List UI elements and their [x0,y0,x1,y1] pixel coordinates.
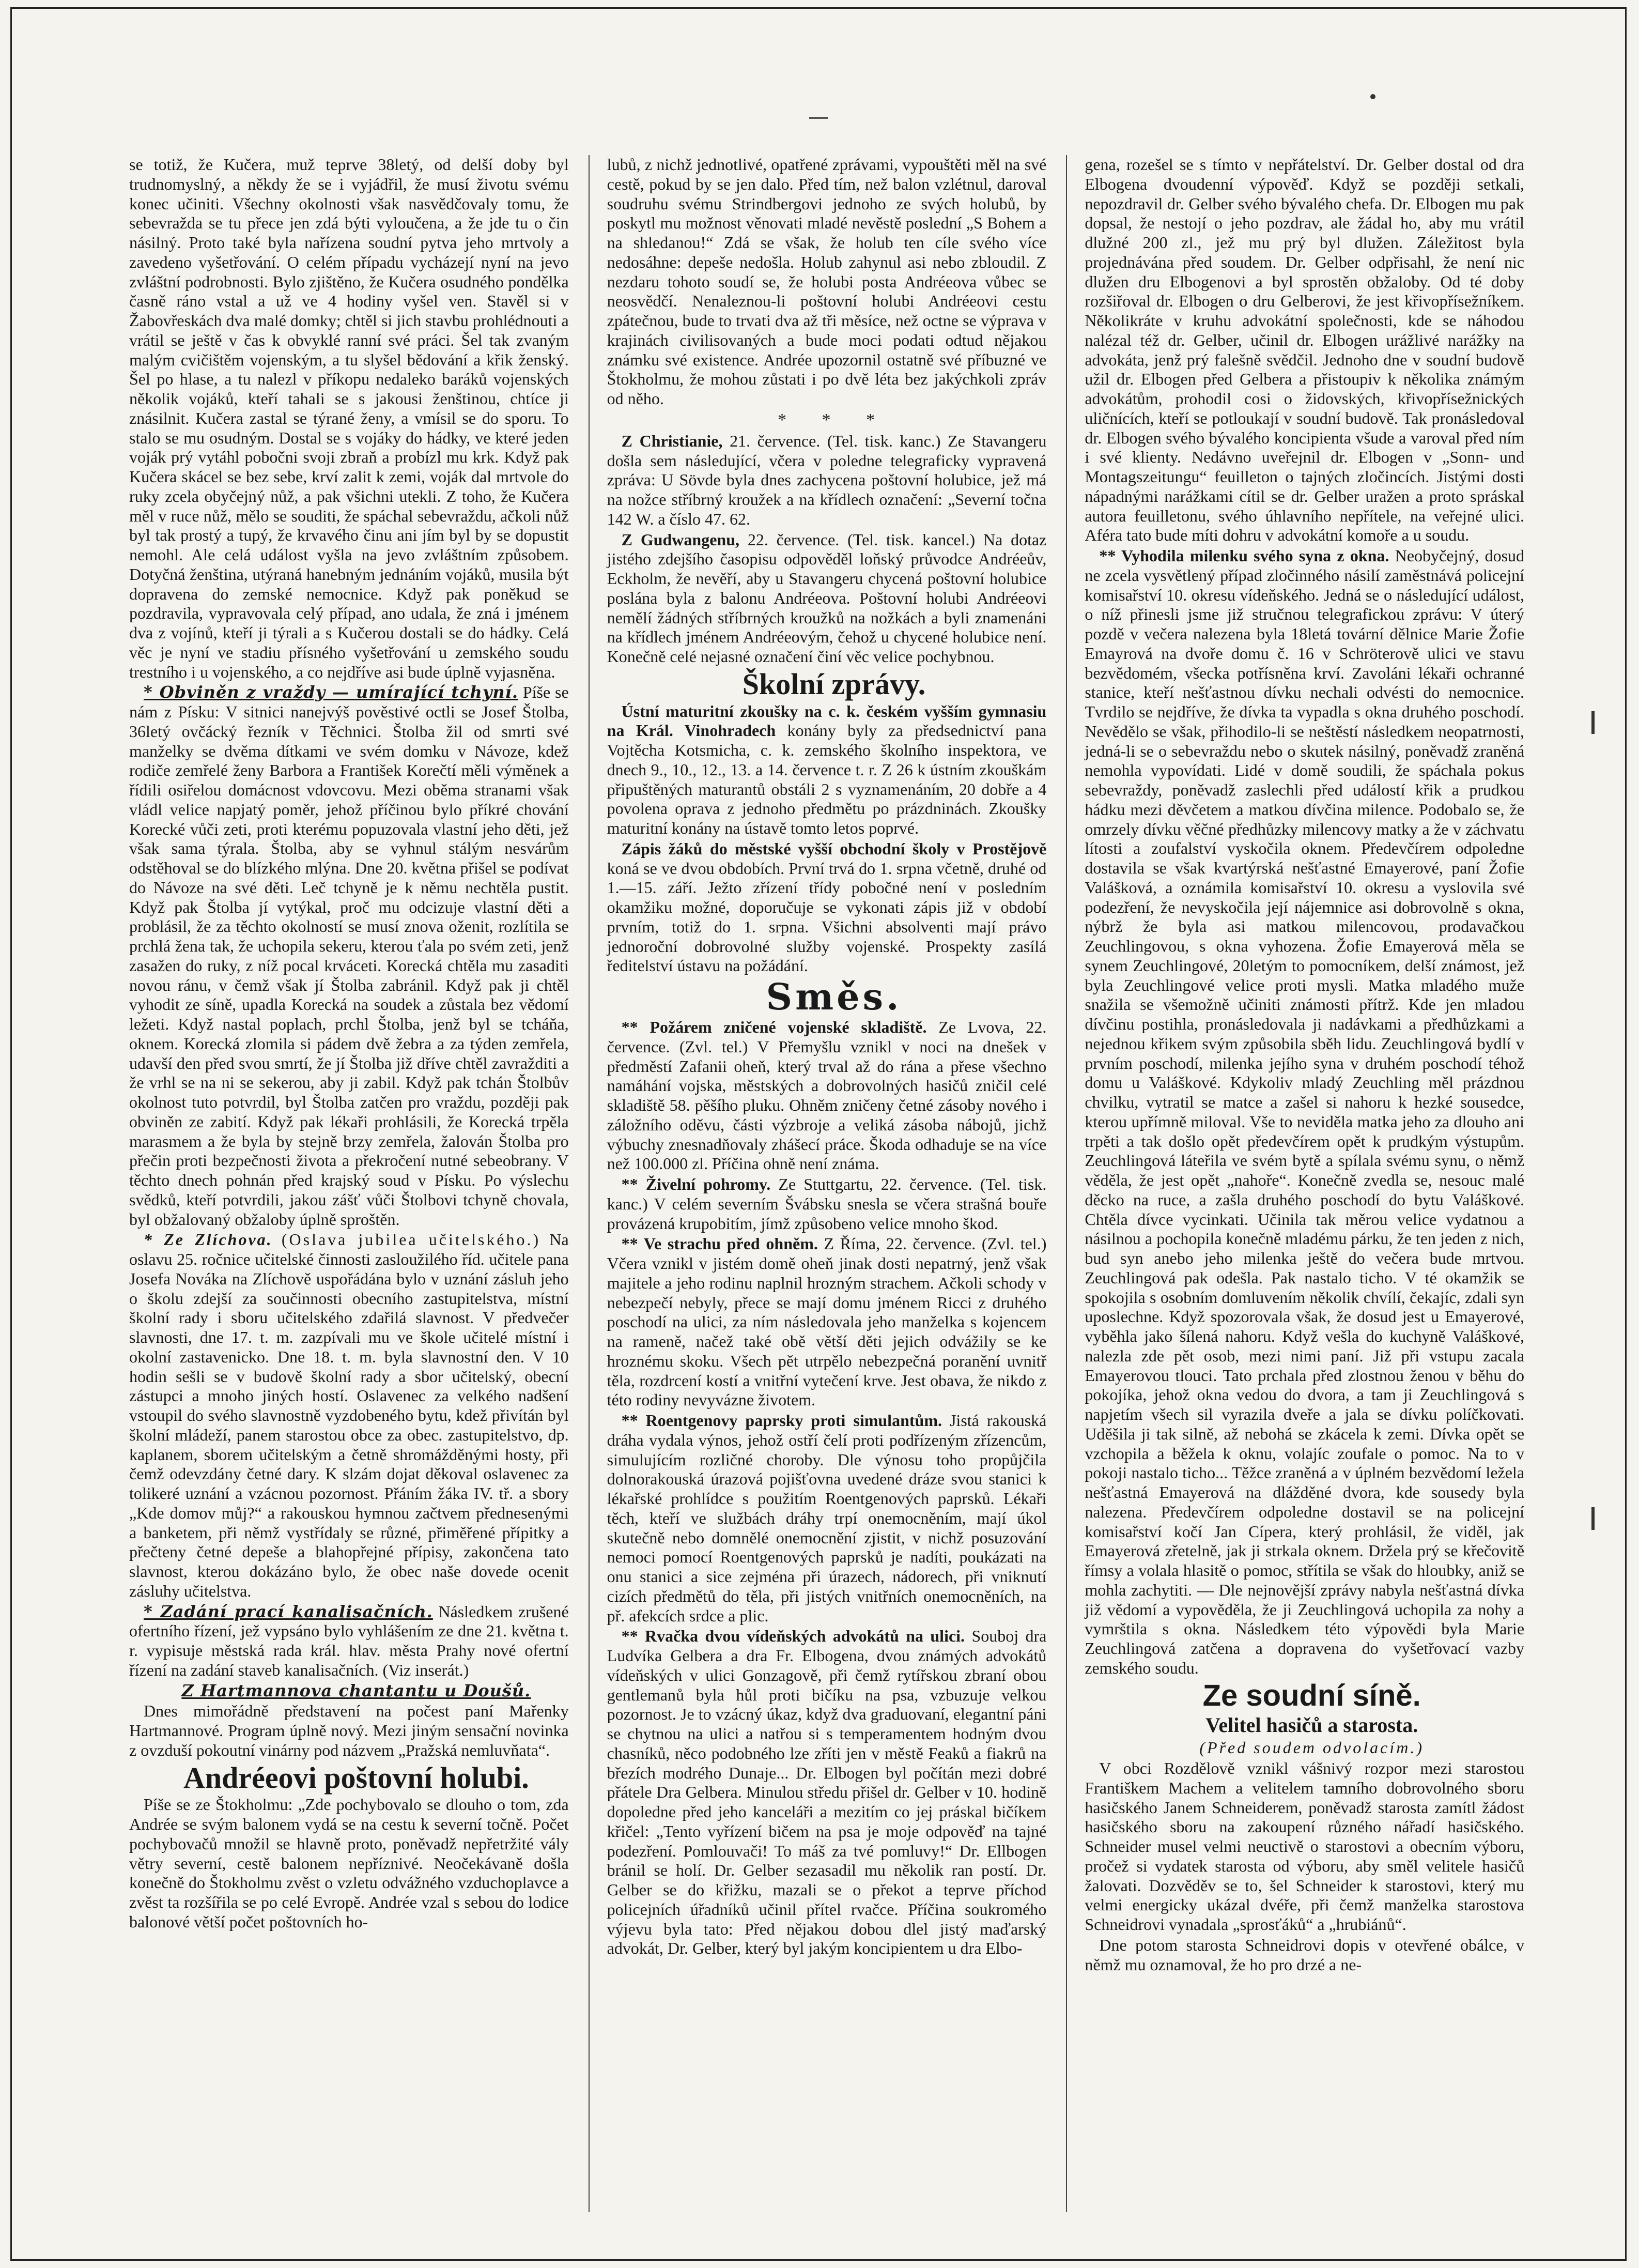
article-heading: ** Roentgenovy paprsky proti simulantům. [621,1411,942,1430]
article-text: se totiž, že Kučera, muž teprve 38letý, od delší doby byl trudnomyslný, a někdy že se i vyjádřil, že musí životu svému konec učiniti. Všechny okolnosti však nasvědčovaly tomu, že sebevražda se tu přece jen zdá býti vyloučena, a že jde tu o čin násilný. Proto také byla nařízena soudní pytva jeho mrtvoly a zavedeno vyšetřování. O celém případu vycházejí nyní na jevo zvláštní podrobnosti. Bylo zjištěno, že Kučera osudného pondělka časně ráno vstal a už ve 4 hodiny vyšel ven. Stavěl si v Žabovřeskách dva malé domky; chtěl si jich stavbu prohlédnouti a vrátil se ještě v čas k obvyklé ranní své práci. Šel tak zvaným malým cvičištěm vojenským, a tu slyšel bědování a křik ženský. Šel po hlase, a tu nalezl v příkopu nedaleko baráků vojenských několik vojáků, kteří tahali se s jakousi ženštinou, chtíce ji znásilnit. Kučera zastal se týrané ženy, a vmísil se do sporu. To stalo se mu osudným. Dostal se s vojáky do hádky, ve které jeden voják prý vytáhl pobočni svoji zbraň a probízl mu krk. Když pak Kučera skácel se bez sebe, krví zalit k zemi, voják dal mrtvole do ruky zcela obyčejný nůž, a pak všichni utekli. Z toho, že Kučera měl v ruce nůž, mělo se souditi, že spáchal sebevraždu, ačkoli nůž byl tak prostý a tupý, že krvavého činu ani jím byl by se dopustit nemohl. Ale celá událost vyšla na jevo zvláštním způsobem. Dotyčná ženština, utýraná hanebným jednáním vojáků, musila být dopravena do zemské nemocnice. Když pak poněkud se pozdravila, vypravovala celý případ, ano udala, že zná i jménem dva z vojínů, kteří ji týrali a s Kučerou dostali se do hádky. Celá věc je nyní ve stadiu přísného vyšetřování u zemského soudu trestního i u vojenského, a co nejdříve asi bude úplně vyjasněna. [129,155,569,681]
page-mark-top [809,117,828,119]
article-text [129,1230,569,1601]
article-text: V obci Rozdělově vznikl vášnivý rozpor mezi starostou Františkem Machem a velitelem tamního dobrovolného sboru hasičského Janem Schneiderem, poněvadž starosta zamítl žádost hasičského sboru na zakoupení různého nářadí hasičského. Schneider musel velmi neuctivě o starostovi a obecním výboru, pročež si vydatek starosta od výboru, aby směl velitele hasičů žalovati. Dozvěděv se to, šel Schneider k starostovi, který mu velmi energicky ukázal dvéře, při čemž manželka starostova Schneidrovi vynadala „sprosťáků“ a „hrubiánů“. [1085,1759,1525,1934]
page-mark-edge [1591,1507,1595,1530]
newspaper-columns [129,155,1524,2212]
column-1 [129,155,569,2212]
article-text [607,432,1047,529]
section-heading: Ze soudní síně. [1202,1678,1421,1712]
article-body: Následkem zrušené ofertního řízení, jež vypsáno bylo vyhlášením ze dne 21. května t. r. vypisuje městská rada král. hlav. města Prahy nové ofertní řízení na zadání staveb kanalisačních. (Viz inserát.) [129,1602,569,1679]
article-heading: Z Hartmannova chantantu u Doušů. [181,1680,531,1700]
section-heading: Školní zprávy. [742,667,926,701]
article-text: Dnes mimořádně představení na počest paní Mařenky Hartmannové. Program úplně nový. Mezi jiným sensační novinka z ovzduší pokoutní vinárny pod názvem „Pražská nemluvňata“. [129,1702,569,1759]
article-body: Souboj dra Ludvíka Gelbera a dra Fr. Elbogena, dvou známých advokátů vídeňských v ulici Gonzagově, při čemž rytířskou zbraní obou gentlemanů byla hůl proti bičíku na psa, vzbuzuje velkou pozornost. Je to vzácný úkaz, když dva graduovaní, elegantní páni se chytnou na ulici a natřou si s temperamentem hodným dvou chasníků, něco podobného lze zříti jen v městě Feaků a fiakrů na březích modrého Dunaje... Dr. Elbogen byl počítán mezi dobré přátele Dra Gelbera. Minulou středu přišel dr. Gelber v 10. hodině dopoledne před jeho kanceláři a mezitím co jej práskal bičíkem křičel: „Tento vyřízení bičem na psa je moje odpověď na tajné podezření. Pomlouvači! To máš za tvé pomluvy!“ Dr. Ellbogen bránil se holí. Dr. Gelber sezasadil mu několik ran postí. Dr. Gelber se do křižku, mazali se o překot a teprve příchod policejních úřadníků učinil přítel rvačce. Příčina soukromého výjevu byla tato: Před nějakou dobou dlel jistý maďarský advokát, Dr. Gelber, který byl jakým koncipientem u dra Elbo- [607,1627,1047,1958]
article-body: konány byly za předsednictví pana Vojtěcha Kotsmicha, c. k. zemského školního inspektora, ve dnech 9., 10., 12., 13. a 14. července t. r. Z 26 k ústním zkouškám připuštěných maturantů obstáli 2 s vyznamenáním, 20 dobře a 4 povolena oprava z jednoho předmětu po prázdninách. Zkoušky maturitní konány na ústavě tomto letos poprvé. [607,721,1047,838]
article-dateline: 22. července. (Tel. tisk. kancel.) [747,530,976,549]
article-text: lubů, z nichž jednotlivé, opatřené zprávami, vypouštěti měl na své cestě, pokud by se jen dalo. Před tím, než balon vzlétnul, daroval soudruhu svému Strindbergovi jednoho ze svých holubů, by poskytl mu možnost věnovati mladé nevěstě poslední „S Bohem a na shledanou!“ Zdá se však, že holub ten cíle svého více nedosáhne: depeše nedošla. Holub zahynul asi nebo zbloudil. Z nezdaru tohoto soudí se, že holubi posta Andréeova vůbec se neosvědčí. Nenaleznou-li poštovní holubi Andréeovi cestu zpátečnou, bude to trvati dva až tři měsíce, než octne se výprava v krajinách civilisovaných a bude moci podati odtud nějakou známku své existence. Andrée upozornil ostatně své příbuzné ve Štokholmu, že mohou zůstati i po dvě léta bez jakýchkoli zpráv od něho. [607,155,1047,408]
article-text [129,1602,569,1680]
article-body: Ze Stuttgartu, 22. července. (Tel. tisk. kanc.) V celém severním Švábsku snesla se včera strašná bouře provázená krupobitím, jímž způsobeno velice mnoho škod. [607,1175,1047,1233]
article-text: Píše se ze Štokholmu: „Zde pochybovalo se dlouho o tom, zda Andrée se svým balonem vydá se na cestu k severní točně. Počet pochybovačů množil se hlavně proto, poněvadž nepřetržité vály větry severní, cestě balonem nepříznivé. Neočekávaně došla konečně do Štokholmu zvěst o vzletu odvážného vzduchoplavce a zvěst ta rozšířila se po celé Evropě. Andrée vzal s sebou do lodice balonové větší počet poštovních ho- [129,1795,569,1931]
article-heading: Z Christianie, [621,431,723,450]
section-heading: Andréeovi poštovní holubi. [183,1760,529,1795]
article-text [607,1234,1047,1410]
article-body: Z Říma, 22. července. (Zvl. tel.) Včera vznikl v jistém domě oheň jinak dosti nepatrný, jenž však majitele a jeho rodinu naplnil hrozným strachem. Ačkoli schody v nebezpečí nebyly, přece se mají domu jménem Ricci z druhého poschodí na ulici, za ním následovala jeho manželka s kojencem na rameně, načež také obě větší děti jejich odvážily se ke hroznému skoku. Všech pět utrpělo nebezpečná poranění uvnitř těla, rozdrcení kostí a vnitřní vytečení krve. Jest obava, že nikdo z této rodiny nevyvázne životem. [607,1234,1047,1409]
article-text: Dne potom starosta Schneidrovi dopis v otevřené obálce, v němž mu oznamoval, že ho pro drzé a ne- [1085,1935,1525,1974]
separator-stars: * * * [778,410,890,430]
article-heading: Velitel hasičů a starosta. [1205,1713,1418,1737]
article-body: Neobyčejný, dosud ne zcela vysvětlený případ zločinného násilí zaměstnává policejní komisařství 10. okresu vídeňského. Jedná se o následující událost, o níž přinesli jsme již stručnou telegrafickou zprávu: V úterý pozdě v večera nalezena byla 18letá tovární dělnice Marie Žofie Emayrová na dvoře domu č. 16 v Schröterově ulici ve stavu bezvědomém, všecka potřísněna krví. Zavoláni lékaři ochranné stanice, kteří nešťastnou dívku nechali odvésti do nemocnice. Tvrdilo se nejdříve, že dívka ta vypadla s okna druhého poschodí. Nevědělo se však, přihodilo-li se neštěstí následkem neopatrnosti, jedná-li se o sebevraždu nebo o skutek násilný, poněvadž zraněná nemohla vypovídati. Lidé v domě soudili, že spáchala pokus sebevraždy, poněvadž zaslechli před událostí křik a prudkou hádku mezi děvčetem a matkou dívčina milence. Podobalo se, že omrzely dívku věčné předhůzky milencovy matky a že v záchvatu lítosti a zoufalství vyskočila oknem. Předevčírem odpoledne dostavila se však kvartýrská nešťastné Emayerové, paní Žofie Valášková, a oznámila komisařství 10. okresu a vyslovila své podezření, že nevyskočila její nájemnice asi dobrovolně s okna, nýbrž že byla asi matkou milencovou, prodavačkou Zeuchlingovou, s okna vyhozena. Žofie Emayerová měla se synem Zeuchlingové, 20letým to pomocníkem, delší známost, jež byla Zeuchlingové velice proti mysli. Matka mladého muže snažila se všemožně učiniti známosti přítrž. Kde jen mladou dívčinu postihla, pronásledovala ji nadávkami a předhůzkami a nejednou křikem svým způsobila sběh lidu. Zeuchlingová bydlí v prvním poschodí, milenka jejího syna v druhém poschodí téhož domu u Valáškové. Kdykoliv mladý Zeuchling měl prázdnou chvilku, vytratil se matce a zašel si nahoru k hezké sousedce, kterou upřímně miloval. Vše to neviděla matka jeho za dlouho ani trpěti a tak došlo opět předevčírem opět k prudkým výstupům. Zeuchlingová láteřila ve svém bytě a spílala svému synu, o němž věděla, že jest opět „nahoře“. Konečně zvedla se, nesouc malé děcko na ruce, a zašla druhého poschodí do bytu Valáškové. Chtěla dívce vycinkati. Učinila tak měrou velice vydatnou a násilnou a pochopila konečně mladému párku, že ten jeden z nich, bud syn anebo jeho milenka ještě do večera bude mrtvou. Zeuchlingová pak odešla. Pak nastalo ticho. V té okamžik se spokojila s osobním domluvením několik chvílí, čekajíc, zdali syn uposlechne. Když spozorovala však, že dosud jest u Emayerové, vyběhla jako šílená nahoru. Když vešla do kuchyně Valáškové, nalezla zde pět osob, mezi nimi paní. Již při vstupu zacala Emayerovou tlouci. Tato prchala před zlostnou ženou v běhu do pokojíka, jehož okna vedou do dvora, a tam ji Zeuchlingová s napjetím všech sil vyrazila dveře a jala se dívku políčkovati. Uděšila ji tak silně, až nebohá se zkácela k zemi. Dívka opět se vzchopila a běžela k oknu, volajíc zoufale o pomoc. Na to v pokoji nastalo ticho... Těžce zraněná a v úplném bezvědomí ležela nešťastná Emayerová na dlážděné dvora, kde sousedy byla nalezena. Předevčírem odpoledne dostavil se na policejní komisařství kočí Jan Cípera, který prohlásil, že viděl, jak Emayerová zřetelně, jak ji strkala oknem. Držela prý se křečovitě římsy a volala hlasitě o pomoc, střítila se však do hloubky, aniž se mohla zachytiti. — Dle nejnovější zprávy nabyla nešťastná dívka již vědomí a vypověděla, že ji Zeuchlingová uchopila za nohy a vymrštila s okna. Následkem této výpovědi byla Marie Zeuchlingová zatčena a dopravena do vyšetřovací vazby zemského soudu. [1085,546,1525,1677]
article-text [607,1175,1047,1233]
article-body: Ze Lvova, 22. července. (Zvl. tel.) V Přemyšlu vznikl v noci na dnešek v předměstí Zafanii oheň, který trval až do rána a přese všechno namáhání vojska, městských a dobrovolných hasičů zničil celé skladiště 58. pěšího pluku. Ohněm zničeny četné zásoby nového i záložního oděvu, části výzbroje a veliká zásoba nábojů, jichž výbuchy znesnadňovaly zhášecí práce. Škoda odhaduje se na více než 100.000 zl. Příčina ohně není známa. [607,1018,1047,1173]
article-body: Na dotaz jistého zdejšího časopisu odpověděl loňský průvodce Andréeův, Eckholm, že nevěří, aby u Stavangeru chycená poštovní holubice poslána byla z balonu Andréeova. Poštovní holubi Andréeovi nemělí žádných stříbrných kroužků na nožkách a byli znamenáni na křídlech jménem Andréeovým, čehož u chycené holubice není. Konečně celé nejasné označení činí věc velice pochybnou. [607,530,1047,666]
article-subheading: (Před soudem odvolacím.) [1199,1738,1424,1757]
article-text [607,1411,1047,1626]
article-body: Ze Stavangeru došla sem následující, včera v poledne telegraficky vypravená zpráva: U Sövde byla dnes zachycena poštovní holubice, jež má na nožce stříbrný kroužek a na křídlech označení: „Severní točna 142 W. a číslo 47. 62. [607,431,1047,528]
article-heading: ** Rvačka dvou vídeňských advokátů na ulici. [621,1627,965,1646]
article-heading: Z Gudwangenu, [621,530,740,549]
page-mark-dot [1370,94,1375,99]
article-text [607,702,1047,838]
article-heading: ** Ve strachu před ohněm. [621,1234,818,1253]
article-heading: * Obviněn z vraždy — umírající tchyní. [144,682,518,702]
page-mark-edge [1591,711,1595,734]
article-heading: Zápis žáků do městské vyšší obchodní školy v Prostějově [621,839,1047,858]
article-text [607,839,1047,976]
article-body: Píše se nám z Písku: V sitnici nanejvýš pověstivé octli se Josef Štolba, 36letý ovčácký řezník v Těchnici. Štolba žil od smrti své manželky se dvěma dítkami ve svém domku v Návoze, kdež rodiče zemřelé ženy Barbora a František Korečtí měli výměnek a řídili osiřelou domácnost vdovcovu. Mezi oběma stranami však vládl velice napjatý poměr, jehož příčinou bylo příkré chování Korecké vůči zeti, proti kterému popuzovala vlastní jeho děti, jež však sama týrala. Štolba, aby se vyhnul stálým nesvárům odstěhoval se do blízkého mlýna. Dne 20. května přišel se podívat do Návoze na své děti. Leč tchyně je k němu nechtěla pustit. Když pak Štolba jí vytýkal, proč mu odcizuje vlastní děti a problásil, že za těchto okolností se musí znova oženit, rozlítila se prchlá žena tak, že uchopila sekeru, kterou ťala po svém zeti, jenž zasažen do ruky, z níž pocal krváceti. Korecká chtěla mu zasaditi novou ránu, v čemž však jí Štolba zabránil. Když pak ji chtěl vyhodit ze síně, upadla Korecká na soudek a zůstala bez vědomí ležeti. Když nastal poplach, prchl Štolba, jenž byl se tcháňa, oknem. Korecká zlomila si pádem dvě žebra a za týden zemřela, udavší den před svou smrtí, že jí Štolba již dříve chtěl zavražditi a že vrhl se na ni se sekerou, aby ji zabil. Když pak tchán Štolbův okolnost tuto potvrdil, byl Štolba zatčen pro vraždu, později pak obviněn ze zabití. Když pak lékaři prohlásili, že Korecká trpěla marasmem a že byla by stejně brzy zemřela, žalován Štolba pro přečin proti bezpečnosti života a překročení nutné sebeobrany. V těchto dnech pohnán před krajský soud v Písku. Po výslechu svědků, kteří potvrdili, jakou zášť vůči Štolbovi tchyně chovala, byl obžalovaný obžaloby úplně sproštěn. [129,683,569,1229]
article-text [607,1627,1047,1958]
article-text [607,1018,1047,1174]
column-2 [589,155,1047,2212]
article-heading: * Ze Zlíchova. [144,1230,273,1249]
article-text: gena, rozešel se s tímto v nepřátelství. Dr. Gelber dostal od dra Elbogena dvoudenní výpověď. Když se později setkali, nepozdravil dr. Gelber svého bývalého chefa. Dr. Elbogen mu pak dopsal, že nestojí o jeho pozdrav, ale žádal ho, aby mu vrátil dlužné 200 zl., jež mu prý byl dlužen. Záležitost byla projednávána před soudem. Dr. Gelber odpřisahl, že není nic dlužen dru Elbogenovi a byl sprostěn obžaloby. Od té doby rozšiřoval dr. Elbogen o dru Gelberovi, že jest křivopřísežníkem. Několikráte v kruhu advokátní společnosti, kde se náhodou nalézal též dr. Gelber, učinil dr. Elbogen urážlivé narážky na advokáta, jenž prý falešně svědčil. Jednoho dne v soudní budově užil dr. Elbogen před Gelbera a přistoupiv k několika známým advokátům, prohodil cosi o židovských, křivopřísežnických uličnících, kteří se potloukají v soudní budově. Tak pronásledoval dr. Elbogen svého bývalého koncipienta všude a varoval před ním i své klienty. Nedávno uveřejnil dr. Elbogen v „Sonn- und Montagszeitungu“ feuilleton o tajných zločincích. Jistými dosti nápadnými narážkami cítil se dr. Gelber uražen a proto spráskal autora feuilletonu, svého úhlavního nepřítele, na veřejné ulici. Aféra tato bude míti dohru v advokátní komoře a u soudu. [1085,155,1525,545]
article-body: Jistá rakouská dráha vydala výnos, jehož ostří čelí proti podřízeným zřízencům, simulujícím rozličné choroby. Dle výnosu toho propůjčila dolnorakouská úrazová pojišťovna uvedené dráze svou stanici k lékařské prohlídce s použitím Roentgenových paprsků. Lékaři těch, kteří ve službách dráhy trpí onemocněním, mají úkol skutečně nebo domnělé onemocnění zjistit, v nichž posuzování nemoci pomocí Roentgenových paprsků je nadíti, poukázati na onu stanici a sice zejména při úrazech, nádorech, při vniknutí cizích předmětů do těla, při jistých vnitřních onemocněních, na př. afekcích srdce a plic. [607,1411,1047,1625]
article-body: koná se ve dvou obdobích. První trvá do 1. srpna včetně, druhé od 1.—15. září. Ježto zřízení třídy pobočné není v posledním okamžiku možné, doporučuje se vykonati zápis již v období prvním, totiž do 1. srpna. Všichni absolventi mají právo jednoroční dobrovolné služby vojenské. Prospekty zasílá ředitelství ústavu na požádání. [607,859,1047,975]
section-heading: Směs. [766,975,902,1019]
article-body: Na oslavu 25. ročnice učitelské činnosti zasloužilého říd. učitele pana Josefa Nováka na Zlíchově uspořádána bylo v uznání zásluh jeho o školu zdejší za součinnosti obecního zastupitelstva, místní školní rady i sboru učitelského zdařilá slavnost. V předvečer slavnosti, dne 17. t. m. zazpívali mu ve škole učitelé místní i okolní zastavenicko. Dne 18. t. m. byla slavnostní den. V 10 hodin sešli se v budově školní rady a sbor učitelský, obecní zástupci a mnoho jiných hostí. Oslavenec za velkého nadšení vstoupil do svého slavnostně vyzdobeného bytu, kdež přivítán byl školní mládeží, panem starostou obce za obec. zastupitelstvo, dp. kaplanem, sborem učitelským a četně shromážděnými hosty, při čemž odevzdány četné dary. K slzám dojat děkoval oslavenec za tolikeré uznání a vzácnou pozornost. Přáním žáka IV. tř. a sbory „Kde domov můj?“ a rakouskou hymnou začtvem přednesenými a banketem, při němž vystřídaly se různé, přiměřené přípitky a přečteny četné depeše a blahopřejné přípisy, zakončena tato slavnost, kterou dokázáno bylo, že obec naše dovede ocenit zásluhy učitelstva. [129,1230,569,1600]
article-dateline: 21. července. (Tel. tisk. kanc.) [730,431,941,450]
article-heading: ** Živelní pohromy. [621,1175,771,1194]
column-3 [1066,155,1524,2212]
article-text [607,530,1047,667]
article-heading: ** Požárem zničené vojenské skladiště. [621,1018,927,1037]
article-text [129,683,569,1229]
article-heading: * Zadání prací kanalisačních. [144,1601,433,1621]
article-heading: ** Vyhodila milenku svého syna z okna. [1099,546,1389,565]
article-subheading: (Oslava jubilea učitelského.) [281,1230,541,1249]
article-text [1085,546,1524,1678]
article-heading: Ústní maturitní zkoušky na c. k. českém vyšším gymnasiu na Král. Vinohradech [607,701,1047,740]
